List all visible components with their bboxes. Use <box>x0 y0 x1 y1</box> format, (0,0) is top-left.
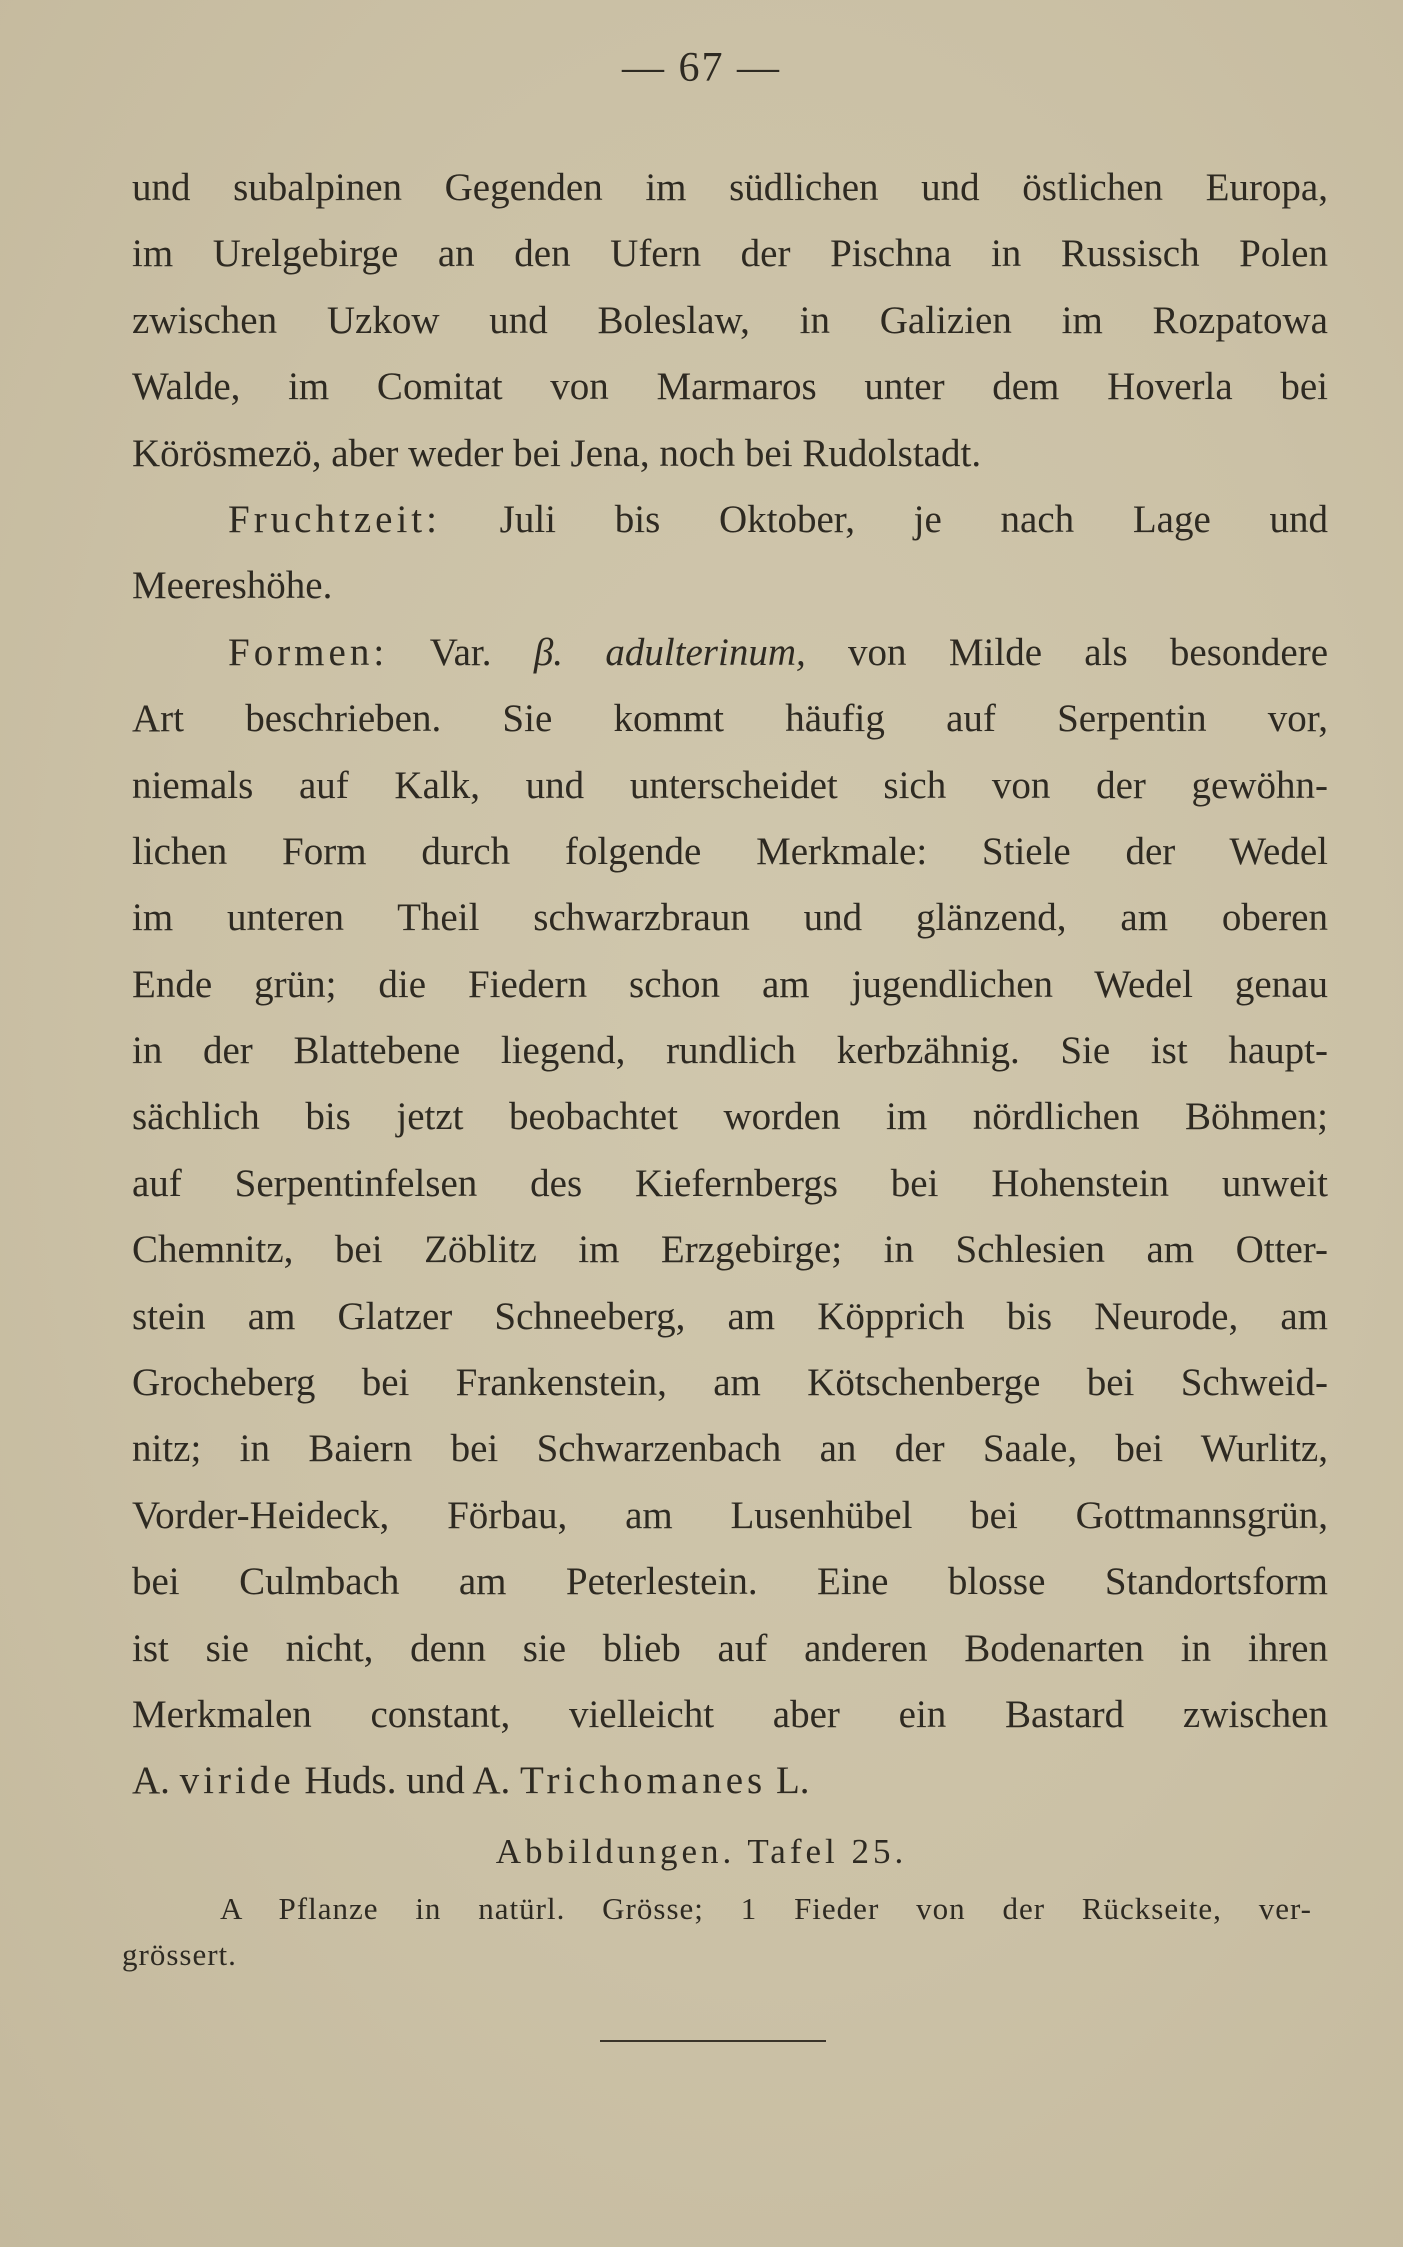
text-line: Körösmezö, aber weder bei Jena, noch bei Rudolstadt. <box>132 431 982 475</box>
text-line: lichen Form durch folgende Merkmale: Stiele der Wedel <box>132 829 1328 873</box>
taxon-name: β. adulterinum, <box>533 630 806 674</box>
fruchtzeit-line <box>132 487 1328 553</box>
text-line: bei Culmbach am Peterlestein. Eine blosse Standortsform <box>132 1560 1328 1604</box>
figure-caption <box>122 1886 1312 1978</box>
species-a-name: viride <box>179 1759 295 1803</box>
page-number: — 67 — <box>622 45 781 91</box>
species-a-author: Huds. und <box>304 1759 465 1803</box>
caption-line: A Pflanze in natürl. Grösse; 1 Fieder von der Rückseite, ver- <box>220 1891 1312 1926</box>
text-line: auf Serpentinfelsen des Kiefernbergs bei Hohenstein unweit <box>132 1161 1328 1205</box>
text-line: zwischen Uzkow und Boleslaw, in Galizien im Rozpatowa <box>132 298 1328 342</box>
species-b-name: Trichomanes <box>520 1759 767 1803</box>
text-line: Merkmalen constant, vielleicht aber ein Bastard zwischen <box>132 1692 1328 1736</box>
species-b-author: L. <box>775 1759 810 1803</box>
text-line: sächlich bis jetzt beobachtet worden im nördlichen Böhmen; <box>132 1095 1328 1139</box>
formen-var: Var. <box>429 630 492 674</box>
fruchtzeit-label: Fruchtzeit: <box>228 497 441 541</box>
text-line: niemals auf Kalk, und unterscheidet sich von der gewöhn- <box>132 763 1328 807</box>
text-line: nitz; in Baiern bei Schwarzenbach an der Saale, bei Wurlitz, <box>132 1427 1328 1471</box>
text-line: Walde, im Comitat von Marmaros unter dem Hoverla bei <box>132 365 1328 409</box>
species-a-prefix: A. <box>132 1759 170 1803</box>
text-line: ist sie nicht, denn sie blieb auf anderen Bodenarten in ihren <box>132 1626 1328 1670</box>
fruchtzeit-text: Juli bis Oktober, je nach Lage und <box>499 497 1328 541</box>
figure-heading: Abbildungen. Tafel 25. <box>495 1832 908 1871</box>
text-line: Grocheberg bei Frankenstein, am Kötschenberge bei Schweid- <box>132 1361 1328 1405</box>
species-b-prefix: A. <box>472 1759 511 1803</box>
formen-label: Formen: <box>228 630 389 674</box>
text-line: stein am Glatzer Schneeberg, am Köpprich bis Neurode, am <box>132 1294 1328 1338</box>
text-line: im unteren Theil schwarzbraun und glänzend, am oberen <box>132 896 1328 940</box>
text-line: Chemnitz, bei Zöblitz im Erzgebirge; in Schlesien am Otter- <box>132 1228 1328 1272</box>
text-line: Meereshöhe. <box>132 564 333 608</box>
formen-line <box>132 620 1328 686</box>
formen-text: von Milde als besondere <box>848 630 1329 674</box>
text-line: in der Blattebene liegend, rundlich kerbzähnig. Sie ist haupt- <box>132 1029 1328 1073</box>
caption-line: grössert. <box>122 1937 237 1972</box>
section-divider <box>600 2040 826 2042</box>
body-text <box>132 155 1328 1815</box>
text-line: Vorder-Heideck, Förbau, am Lusenhübel bei Gottmannsgrün, <box>132 1493 1328 1537</box>
text-line: im Urelgebirge an den Ufern der Pischna in Russisch Polen <box>132 232 1328 276</box>
text-line: und subalpinen Gegenden im südlichen und östlichen Europa, <box>132 166 1328 209</box>
text-line: Ende grün; die Fiedern schon am jugendlichen Wedel genau <box>132 962 1328 1006</box>
species-line <box>132 1748 1328 1814</box>
text-line: Art beschrieben. Sie kommt häufig auf Serpentin vor, <box>132 697 1328 741</box>
